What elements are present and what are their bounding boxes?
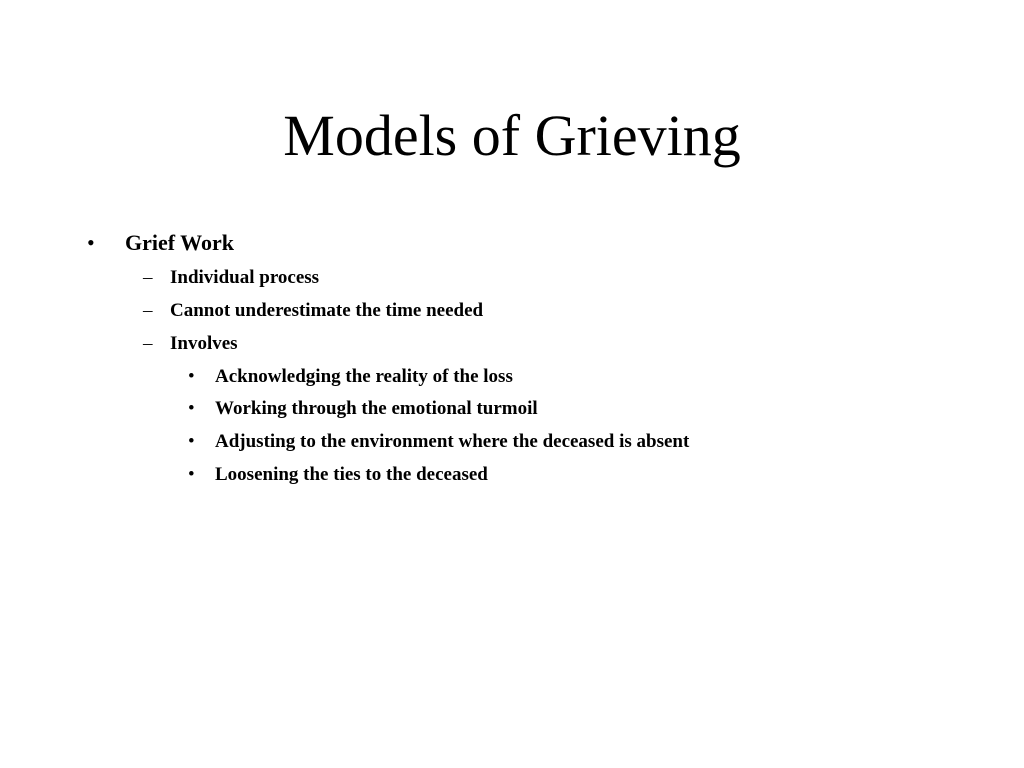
bullet-level-3 bbox=[188, 364, 513, 390]
bullet-text: Adjusting to the environment where the deceased is absent bbox=[215, 431, 690, 452]
bullet-dash-icon: – bbox=[143, 267, 153, 288]
bullet-text: Acknowledging the reality of the loss bbox=[215, 366, 513, 387]
bullet-text: Involves bbox=[170, 333, 238, 354]
bullet-text: Grief Work bbox=[125, 230, 234, 255]
bullet-dot-icon: • bbox=[87, 230, 95, 255]
bullet-dot-icon: • bbox=[188, 398, 195, 419]
bullet-dot-icon: • bbox=[188, 464, 195, 485]
bullet-text: Loosening the ties to the deceased bbox=[215, 464, 488, 485]
bullet-level-2 bbox=[143, 265, 320, 291]
bullet-level-2 bbox=[143, 298, 484, 324]
slide-title: Models of Grieving bbox=[283, 103, 741, 168]
bullet-dash-icon: – bbox=[143, 300, 153, 321]
bullet-level-1 bbox=[87, 229, 234, 257]
bullet-level-2 bbox=[143, 331, 238, 357]
bullet-dot-icon: • bbox=[188, 366, 195, 387]
bullet-text: Individual process bbox=[170, 267, 320, 288]
bullet-dash-icon: – bbox=[143, 333, 153, 354]
bullet-text: Cannot underestimate the time needed bbox=[170, 300, 484, 321]
bullet-text: Working through the emotional turmoil bbox=[215, 398, 538, 419]
bullet-level-3 bbox=[188, 462, 488, 488]
bullet-level-3 bbox=[188, 396, 538, 422]
bullet-level-3 bbox=[188, 429, 690, 455]
bullet-dot-icon: • bbox=[188, 431, 195, 452]
